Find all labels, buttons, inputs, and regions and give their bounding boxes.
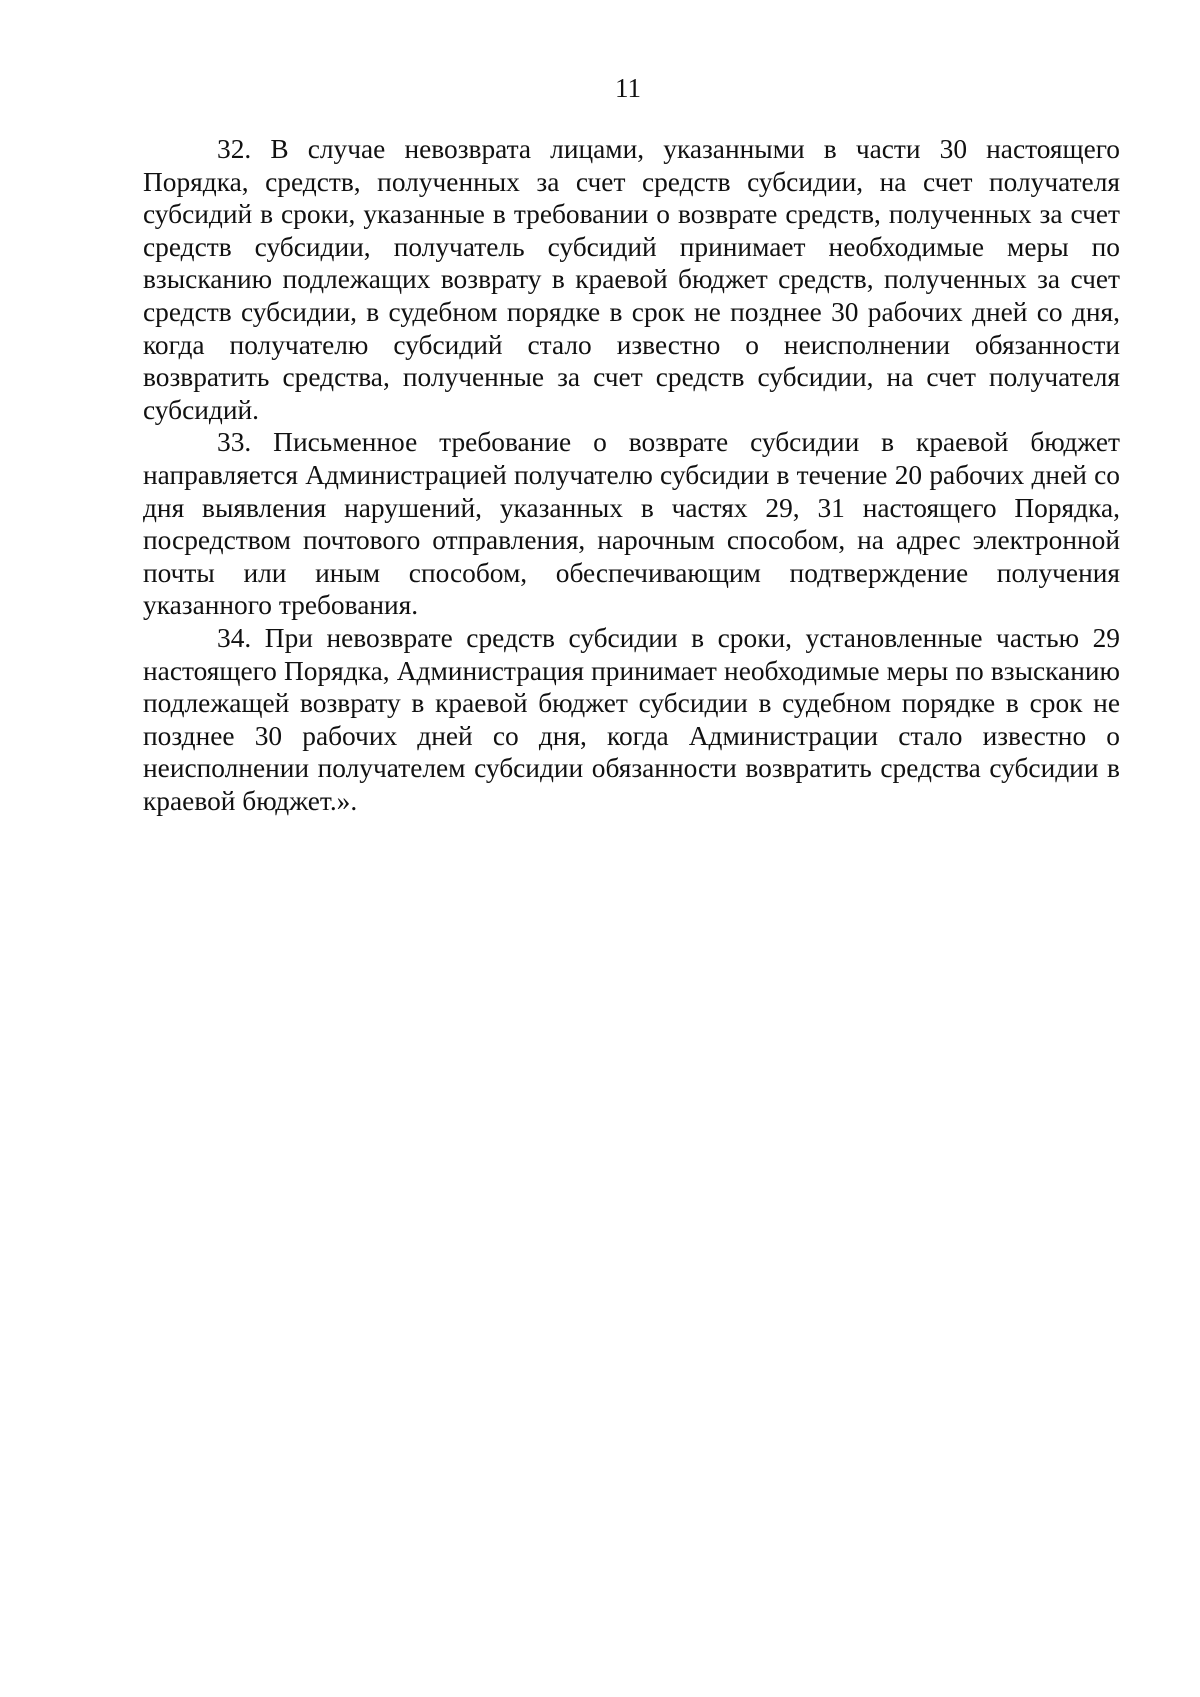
paragraph-34: 34. При невозврате средств субсидии в сроки, установленные частью 29 настоящего Порядка, Администрация принимает необходимые меры по взысканию подлежащей возврату в краевой бюджет субсидии в судебном порядке в срок не позднее 30 рабочих дней со дня, когда Администрации стало известно о неисполнении получателем субсидии обязанности возвратить средства субсидии в краевой бюджет.». [143, 622, 1120, 816]
page-number: 11 [615, 73, 641, 103]
paragraph-33: 33. Письменное требование о возврате субсидии в краевой бюджет направляется Администрацией получателю субсидии в течение 20 рабочих дней со дня выявления нарушений, указанных в частях 29, 31 настоящего Порядка, посредством почтового отправления, нарочным способом, на адрес электронной почты или иным способом, обеспечивающим подтверждение получения указанного требования. [143, 427, 1120, 621]
paragraph-32: 32. В случае невозврата лицами, указанными в части 30 настоящего Порядка, средств, полученных за счет средств субсидии, на счет получателя субсидий в сроки, указанные в требовании о возврате средств, полученных за счет средств субсидии, получатель субсидий принимает необходимые меры по взысканию подлежащих возврату в краевой бюджет средств, полученных за счет средств субсидии, в судебном порядке в срок не позднее 30 рабочих дней со дня, когда получателю субсидий стало известно о неисполнении обязанности возвратить средства, полученные за счет средств субсидии, на счет получателя субсидий. [143, 134, 1120, 425]
document-body [143, 133, 1120, 817]
